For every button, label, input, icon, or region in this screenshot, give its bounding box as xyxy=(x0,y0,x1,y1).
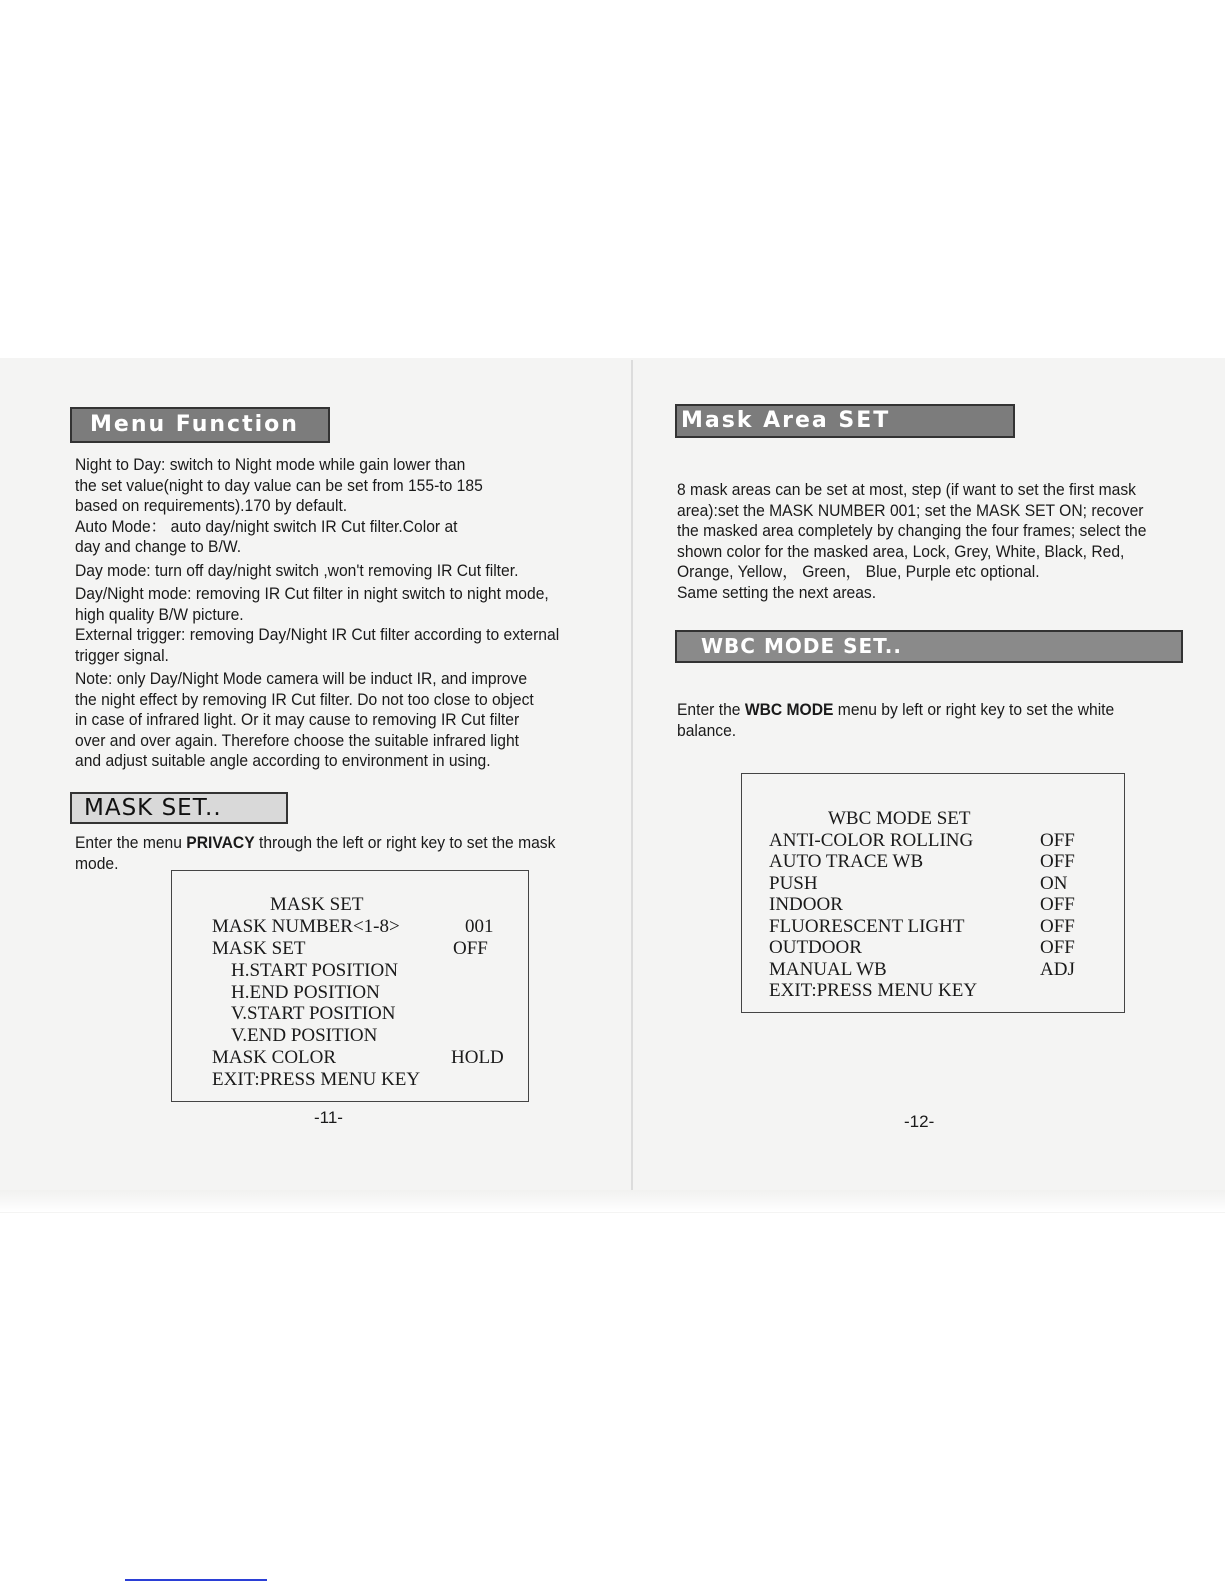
mask-set-heading: MASK SET.. xyxy=(70,792,288,824)
menu-row-label: H.START POSITION xyxy=(231,960,398,981)
body-line: the set value(night to day value can be set from 155-to 185 xyxy=(75,475,483,495)
link-underline xyxy=(125,1579,267,1581)
menu-row-label: PUSH xyxy=(769,873,818,894)
wbc-mode-menu xyxy=(741,773,1125,1013)
mask-area-body xyxy=(677,480,1146,603)
privacy-keyword: PRIVACY xyxy=(186,833,255,852)
menu-row-label: EXIT:PRESS MENU KEY xyxy=(212,1069,421,1090)
body-line: in case of infrared light. Or it may cause to removing IR Cut filter xyxy=(75,710,520,729)
menu-row-label: MANUAL WB xyxy=(769,959,887,980)
body-line: Night to Day: switch to Night mode while gain lower than xyxy=(75,455,466,474)
page-number: -12- xyxy=(904,1112,935,1131)
wbc-intro xyxy=(677,700,1114,741)
mask-set-menu xyxy=(171,870,529,1102)
menu-row-value: HOLD xyxy=(451,1047,504,1068)
menu-row-label: EXIT:PRESS MENU KEY xyxy=(769,980,978,1001)
menu-function-body xyxy=(75,455,559,772)
menu-row-label: AUTO TRACE WB xyxy=(769,851,924,872)
menu-function-heading: Menu Function xyxy=(70,407,330,443)
menu-row-label: H.END POSITION xyxy=(231,982,380,1003)
menu-row-label: FLUORESCENT LIGHT xyxy=(769,916,965,937)
menu-row-label: MASK SET xyxy=(212,938,306,959)
intro-text: Enter the menu xyxy=(75,833,187,852)
menu-row-label: V.END POSITION xyxy=(231,1025,378,1046)
menu-row-value: OFF xyxy=(453,938,488,959)
body-line: Auto Mode： auto day/night switch IR Cut filter.Color at xyxy=(75,516,458,536)
intro-text: Enter the xyxy=(677,700,745,719)
body-line: based on requirements).170 by default. xyxy=(75,496,348,515)
mask-area-set-heading: Mask Area SET xyxy=(675,404,1015,438)
menu-row-label: OUTDOOR xyxy=(769,937,862,958)
body-line: shown color for the masked area, Lock, Grey, White, Black, Red, xyxy=(677,541,1125,561)
body-line: the masked area completely by changing the four frames; select the xyxy=(677,521,1147,540)
body-line: Day/Night mode: removing IR Cut filter in night switch to night mode, xyxy=(75,584,549,603)
body-line: Same setting the next areas. xyxy=(677,582,877,602)
sheet-edge xyxy=(0,1190,1225,1212)
menu-row-value: OFF xyxy=(1040,916,1075,937)
menu-row-label: MASK NUMBER<1-8> xyxy=(212,916,400,937)
menu-row-label: V.START POSITION xyxy=(231,1003,396,1024)
intro-text: through the left or right key to set the mask xyxy=(254,833,556,852)
body-line: and adjust suitable angle according to environment in using. xyxy=(75,751,491,770)
menu-row-value: 001 xyxy=(465,916,494,937)
menu-row-value: ADJ xyxy=(1040,959,1075,980)
menu-row-label: INDOOR xyxy=(769,894,843,915)
body-line: high quality B/W picture. xyxy=(75,604,244,624)
body-line: External trigger: removing Day/Night IR Cut filter according to external xyxy=(75,625,560,644)
menu-title: MASK SET xyxy=(270,894,364,915)
intro-line-2: mode. xyxy=(75,853,119,873)
menu-row-value: OFF xyxy=(1040,894,1075,915)
menu-row-value: OFF xyxy=(1040,937,1075,958)
menu-row-value: ON xyxy=(1040,873,1068,894)
page-number: -11- xyxy=(314,1108,343,1127)
menu-title: WBC MODE SET xyxy=(828,808,971,829)
body-line: Note: only Day/Night Mode camera will be induct IR, and improve xyxy=(75,669,528,688)
body-line: trigger signal. xyxy=(75,645,169,665)
body-line: over and over again. Therefore choose the suitable infrared light xyxy=(75,730,520,750)
body-line: day and change to B/W. xyxy=(75,537,242,556)
menu-row-label: MASK COLOR xyxy=(212,1047,337,1068)
body-line: Orange, Yellow， Green， Blue, Purple etc optional. xyxy=(677,562,1040,581)
body-line: Day mode: turn off day/night switch ,won't removing IR Cut filter. xyxy=(75,560,519,580)
body-line: area):set the MASK NUMBER 001; set the MASK SET ON; recover xyxy=(677,500,1144,520)
menu-row-label: ANTI-COLOR ROLLING xyxy=(769,830,974,851)
page-gutter xyxy=(631,360,633,1190)
wbc-mode-keyword: WBC MODE xyxy=(744,700,834,719)
menu-row-value: OFF xyxy=(1040,851,1075,872)
mask-set-intro xyxy=(75,833,555,874)
body-line: 8 mask areas can be set at most, step (if want to set the first mask xyxy=(677,480,1136,499)
intro-line-2: balance. xyxy=(677,720,737,740)
wbc-mode-set-heading: WBC MODE SET.. xyxy=(675,630,1183,663)
intro-text: menu by left or right key to set the white xyxy=(833,700,1115,719)
menu-row-value: OFF xyxy=(1040,830,1075,851)
body-line: the night effect by removing IR Cut filter. Do not too close to object xyxy=(75,689,534,709)
